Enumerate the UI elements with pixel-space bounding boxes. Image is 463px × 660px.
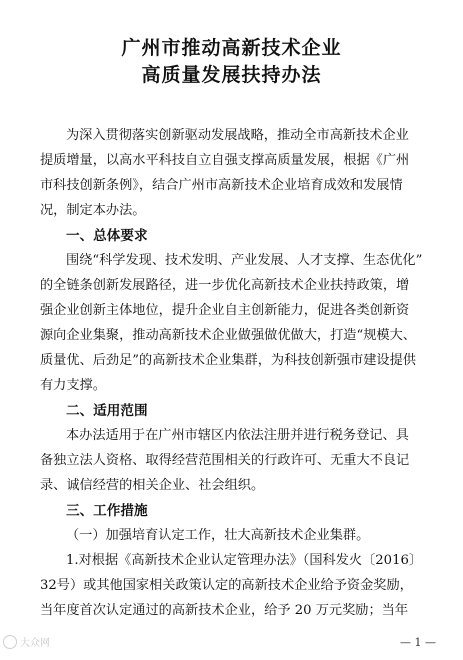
paragraph-line: 有力支撑。 (40, 378, 106, 393)
paragraph-line: 录、诚信经营的相关企业、社会组织。 (40, 478, 265, 493)
paragraph-line: 况，制定本办法。 (40, 203, 146, 218)
document-title-line-1: 广州市推动高新技术企业 (121, 37, 342, 59)
paragraph-line: 为深入贯彻落实创新驱动发展战略，推动全市高新技术企业 (66, 128, 409, 143)
paragraph-line: 本办法适用于在广州市辖区内依法注册并进行税务登记、具 (66, 428, 409, 443)
paragraph-line: 提质增量，以高水平科技自立自强支撑高质量发展，根据《广州 (40, 153, 410, 168)
watermark-logo-icon (3, 635, 17, 649)
paragraph-line: 备独立法人资格、取得经营范围相关的行政许可、无重大不良记 (40, 453, 410, 468)
page-number: — 1 — (400, 636, 436, 649)
document-title-line-2: 高质量发展扶持办法 (141, 64, 322, 86)
paragraph-line: 的全链条创新发展路径，进一步优化高新技术企业扶持政策，增 (40, 278, 410, 293)
watermark-text: 大众网 (20, 638, 50, 649)
section-heading: 二、适用范围 (66, 403, 148, 419)
paragraph-line: 源向企业集聚，推动高新技术企业做强做优做大，打造“规模大、 (40, 328, 416, 343)
paragraph-line: 围绕“科学发现、技术发明、产业发展、人才支撑、生态优化” (66, 253, 423, 268)
paragraph-line: 质量优、后劲足”的高新技术企业集群，为科技创新强市建设提供 (40, 353, 416, 368)
paragraph-line: 市科技创新条例》，结合广州市高新技术企业培育成效和发展情 (40, 178, 403, 193)
subsection-heading: （一）加强培育认定工作，壮大高新技术企业集群。 (66, 528, 370, 543)
paragraph-line: 1.对根据《高新技术企业认定管理办法》（国科发火〔2016〕 (66, 553, 423, 568)
paragraph-line: 强企业创新主体地位，提升企业自主创新能力，促进各类创新资 (40, 303, 410, 318)
section-heading: 三、工作措施 (66, 503, 148, 519)
section-heading: 一、总体要求 (66, 228, 148, 244)
watermark (3, 634, 50, 649)
paragraph-line: 当年度首次认定通过的高新技术企业，给予 20 万元奖励；当年 (40, 603, 409, 618)
paragraph-line: 32号）或其他国家相关政策认定的高新技术企业给予资金奖励， (40, 578, 413, 593)
